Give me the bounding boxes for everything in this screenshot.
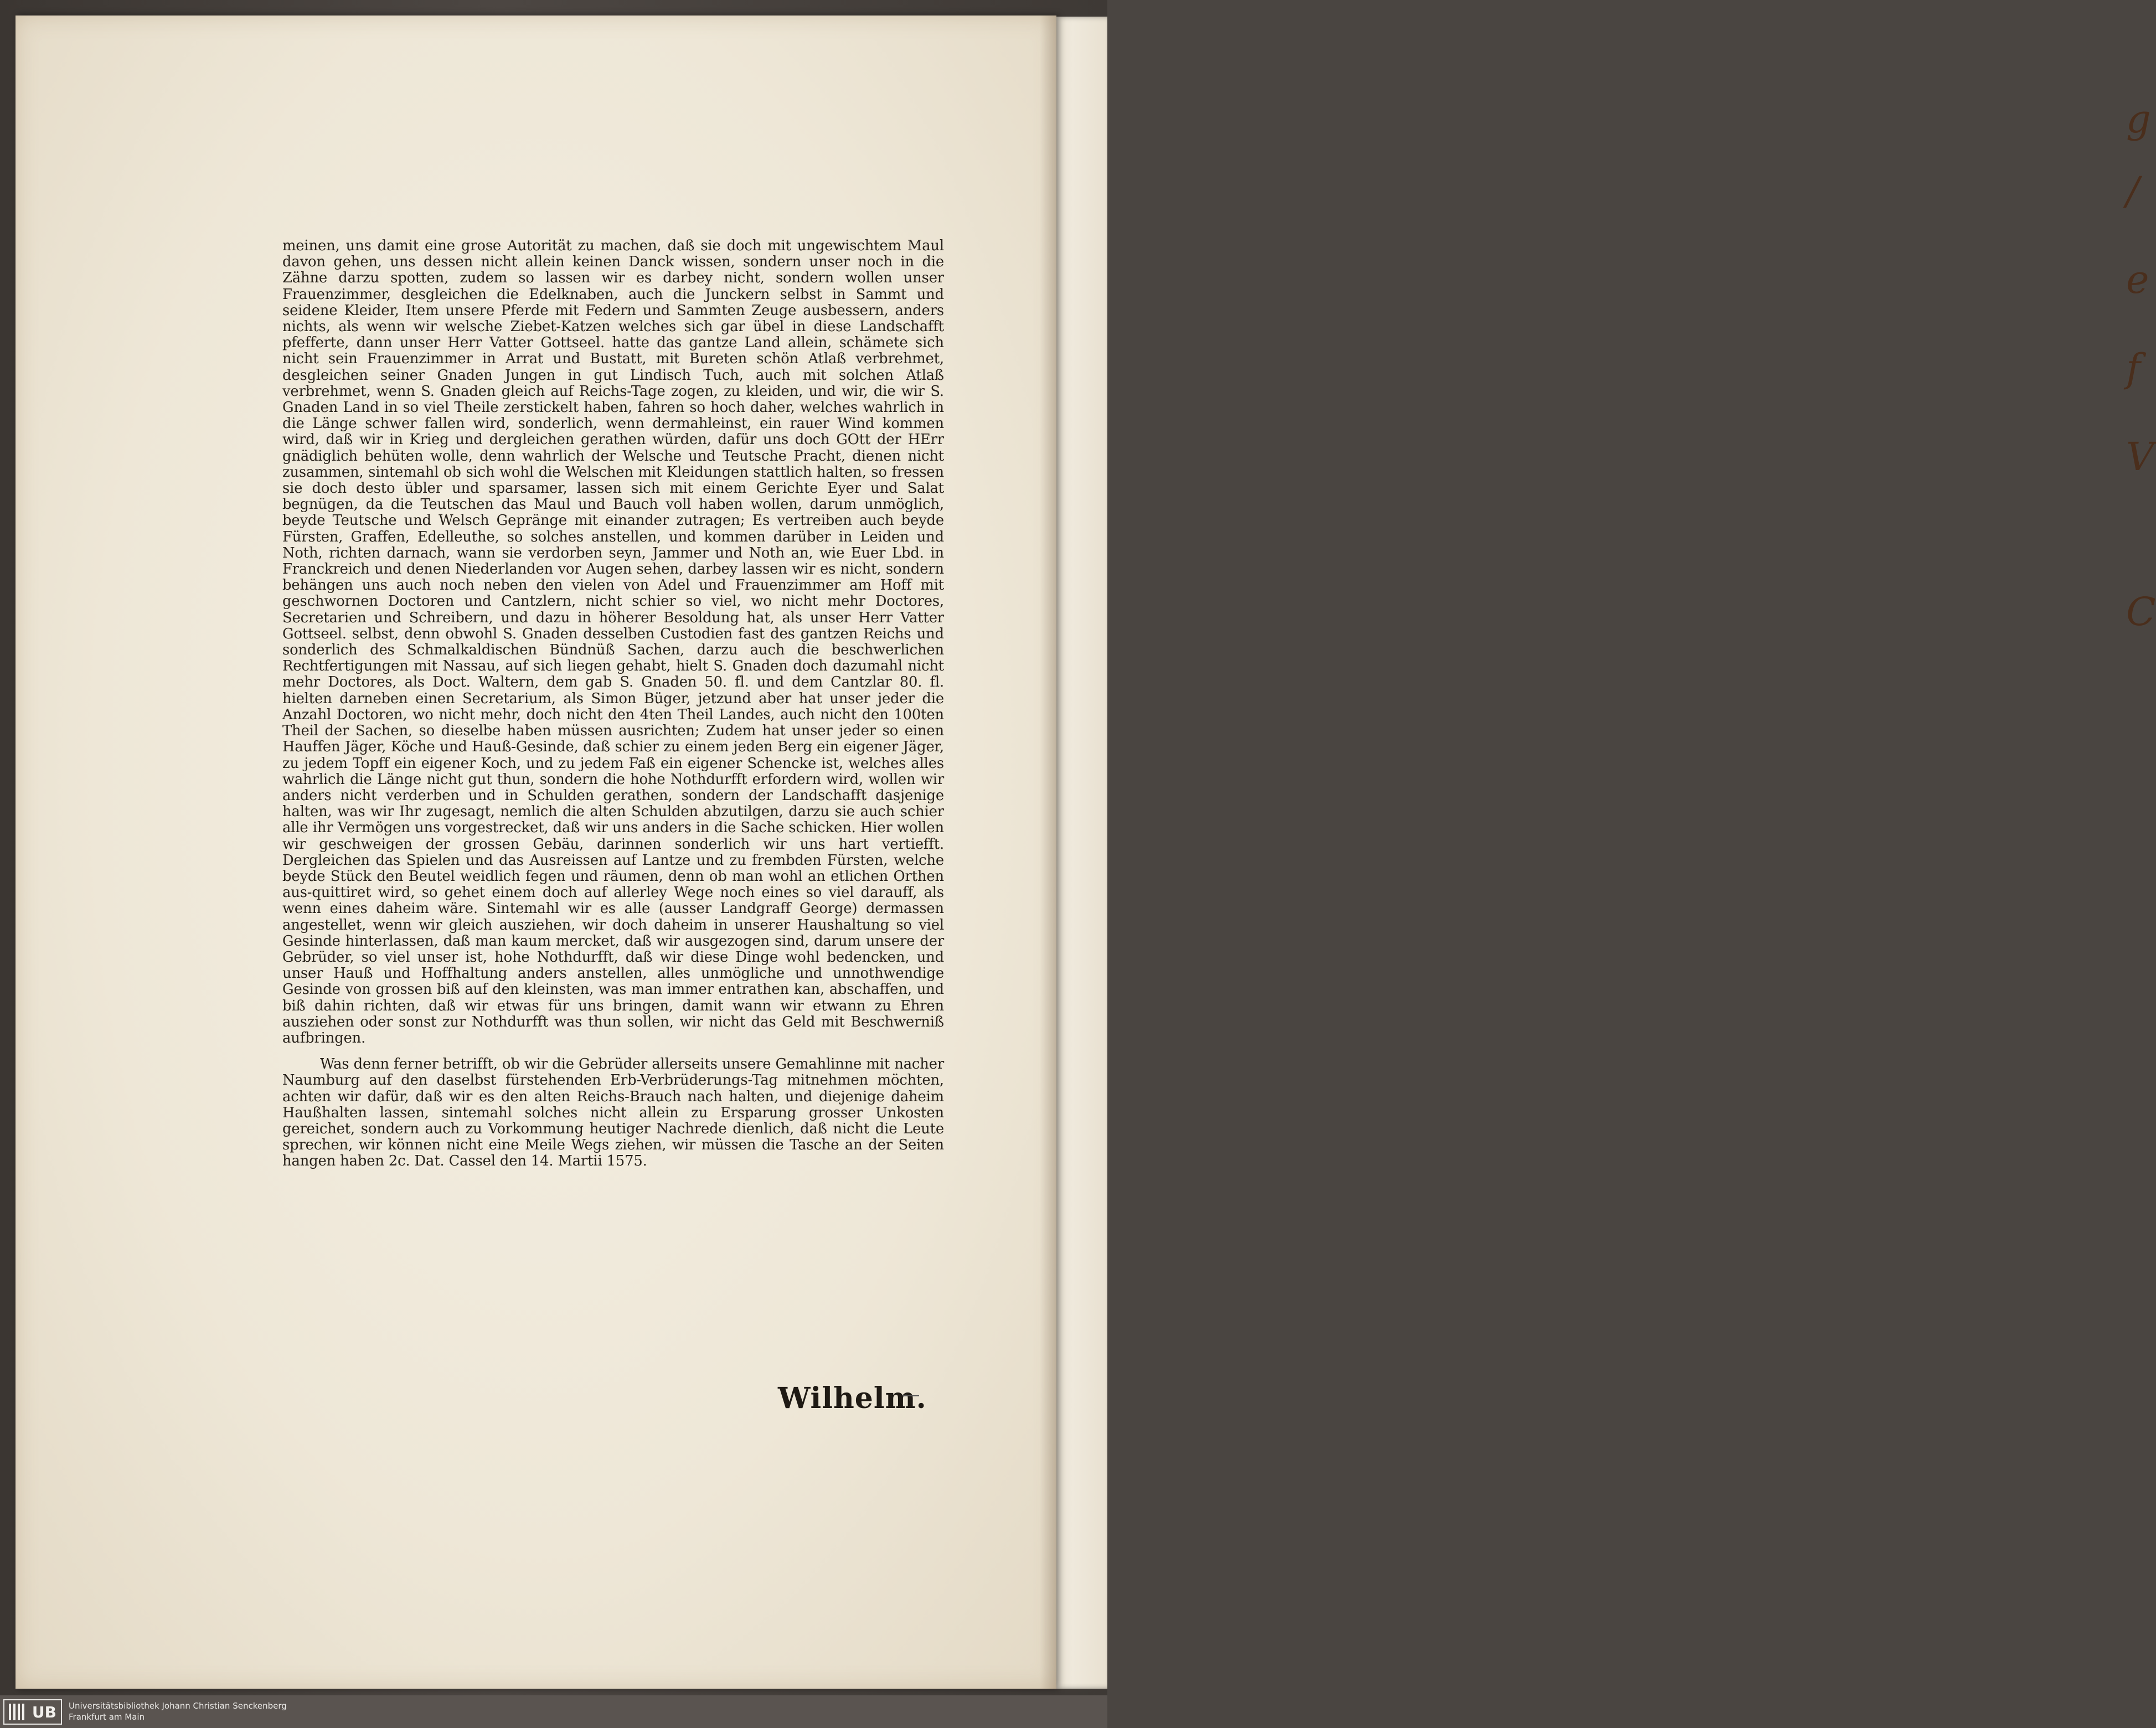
handwriting-mark: f [2126,345,2140,391]
adjacent-page-edge [1049,17,2156,1689]
handwriting-mark: C [2126,589,2156,635]
paragraph-1: meinen, uns damit eine grose Autorität zu machen, daß sie doch mit ungewischtem Maul davon gehen, uns dessen nicht allein keinen Danck wissen, sondern unser noch in die Zähne darzu spotten, zudem so lassen wir es darbey nicht, sondern wollen unser Frauenzimmer, desgleichen die Edelknaben, auch die Junckern selbst in Sammt und seidene Kleider, Item unsere Pferde mit Federn und Sammten Zeuge ausbessern, anders nichts, als wenn wir welsche Ziebet-Katzen welches sich gar übel in diese Landschafft pfefferte, dann unser Herr Vatter Gottseel. hatte das gantze Land allein, schämete sich nicht sein Frauenzimmer in Arrat und Bustatt, mit Bureten schön Atlaß verbrehmet, desgleichen seiner Gnaden Jungen in gut Lindisch Tuch, auch mit solchen Atlaß verbrehmet, wenn S. Gnaden gleich auf Reichs-Tage zogen, zu kleiden, und wir, die wir S. Gnaden Land in so viel Theile zerstickelt haben, fahren so hoch daher, welches wahrlich in die Länge schwer fallen wird, sonderlich, wenn dermahleinst, ein rauer Wind kommen wird, daß wir in Krieg und dergleichen gerathen würden, dafür uns doch GOtt der HErr gnädiglich behüten wolle, denn wahrlich der Welsche und Teutsche Pracht, dienen nicht zusammen, sintemahl ob sich wohl die Welschen mit Kleidungen stattlich halten, so fressen sie doch desto übler und sparsamer, lassen sich mit einem Gerichte Eyer und Salat begnügen, da die Teutschen das Maul und Bauch voll haben wollen, darum unmöglich, beyde Teutsche und Welsch Gepränge mit einander zutragen; Es vertreiben auch beyde Fürsten, Graffen, Edelleuthe, so solches anstellen, und kommen darüber in Leiden und Noth, richten darnach, wann sie verdorben seyn, Jammer und Noth an, wie Euer Lbd. in Franckreich und denen Niederlanden vor Augen sehen, darbey lassen wir es nicht, sondern behängen uns auch noch neben den vielen von Adel und Frauenzimmer am Hoff mit geschwornen Doctoren und Cantzlern, nicht schier so viel, wo nicht mehr Doctores, Secretarien und Schreibern, und dazu in höherer Besoldung hat, als unser Herr Vatter Gottseel. selbst, denn obwohl S. Gnaden desselben Custodien fast des gantzen Reichs und sonderlich des Schmalkaldischen Bündnüß Sachen, darzu auch die beschwerlichen Rechtfertigungen mit Nassau, auf sich liegen gehabt, hielt S. Gnaden doch dazumahl nicht mehr Doctores, als Doct. Waltern, dem gab S. Gnaden 50. fl. und dem Cantzlar 80. fl. hielten darneben einen Secretarium, als Simon Büger, jetzund aber hat unser jeder die Anzahl Doctoren, wo nicht mehr, doch nicht den 4ten Theil Landes, auch nicht den 100ten Theil der Sachen, so dieselbe haben müssen ausrichten; Zudem hat unser jeder so einen Hauffen Jäger, Köche und Hauß-Gesinde, daß schier zu einem jeden Berg ein eigener Jäger, zu jedem Topff ein eigener Koch, und zu jedem Faß ein eigener Schencke ist, welches alles wahrlich die Länge nicht gut thun, sondern die hohe Nothdurfft erfordern wird, wollen wir anders nicht verderben und in Schulden gerathen, sondern der Landschafft dasjenige halten, was wir Ihr zugesagt, nemlich die alten Schulden abzutilgen, darzu sie auch schier alle ihr Vermögen uns vorgestrecket, daß wir uns anders in die Sache schicken. Hier wollen wir geschweigen der grossen Gebäu, darinnen sonderlich wir uns hart vertiefft. Dergleichen das Spielen und das Ausreissen auf Lantze und zu frembden Fürsten, welche beyde Stück den Beutel weidlich fegen und räumen, denn ob man wohl an etlichen Orthen aus-quittiret wird, so gehet einem doch auf allerley Wege noch eines so viel darauff, als wenn eines daheim wäre. Sintemahl wir es alle (ausser Landgraff George) dermassen angestellet, wenn wir gleich ausziehen, wir doch daheim in unserer Haushaltung so viel Gesinde hinterlassen, daß man kaum mercket, daß wir ausgezogen sind, darum unsere der Gebrüder, so viel unser ist, hohe Nothdurfft, daß wir diese Dinge wohl bedencken, und unser Hauß und Hoffhaltung anders anstellen, alles unmögliche und unnothwendige Gesinde von grossen biß auf den kleinsten, was man immer entrathen kan, abschaffen, und biß dahin richten, daß wir etwas für uns bringen, damit wann wir etwann zu Ehren ausziehen oder sonst zur Nothdurfft was thun sollen, wir nicht das Geld mit Beschwerniß aufbringen. [282,238,944,1046]
handwriting-mark: / [2126,168,2139,214]
library-credit [69,1700,287,1722]
logo-bars-icon [9,1704,25,1720]
institution-name: Universitätsbibliothek Johann Christian Senckenberg [69,1701,287,1711]
paragraph-2: Was denn ferner betrifft, ob wir die Gebrüder allerseits unsere Gemahlinne mit nacher Naumburg auf den daselbst fürstehenden Erb-Verbrüderungs-Tag mitnehmen möchten, achten wir dafür, daß wir es den alten Reichs-Brauch nach halten, und diejenige daheim Haußhalten lassen, sintemahl solches nicht allein zu Ersparung grosser Unkosten gereichet, sondern auch zu Vorkommung heutiger Nachrede dienlich, daß nicht die Leute sprechen, wir können nicht eine Meile Wegs ziehen, wir müssen die Tasche an der Seiten hangen haben 2c. Dat. Cassel den 14. Martii 1575. [282,1056,944,1170]
gutter-shadow [1040,16,1056,1689]
logo-text: UB [32,1703,56,1721]
handwriting-mark: e [2126,257,2149,302]
handwriting-mark: g [2126,96,2151,142]
signature: Wilhelm. [778,1381,927,1415]
handwriting-mark: V [2126,434,2154,479]
signature-flourish [902,1395,919,1399]
document-body [282,238,944,1170]
footer-bar [0,1695,1107,1728]
library-logo[interactable] [3,1699,62,1725]
institution-location: Frankfurt am Main [69,1712,145,1722]
